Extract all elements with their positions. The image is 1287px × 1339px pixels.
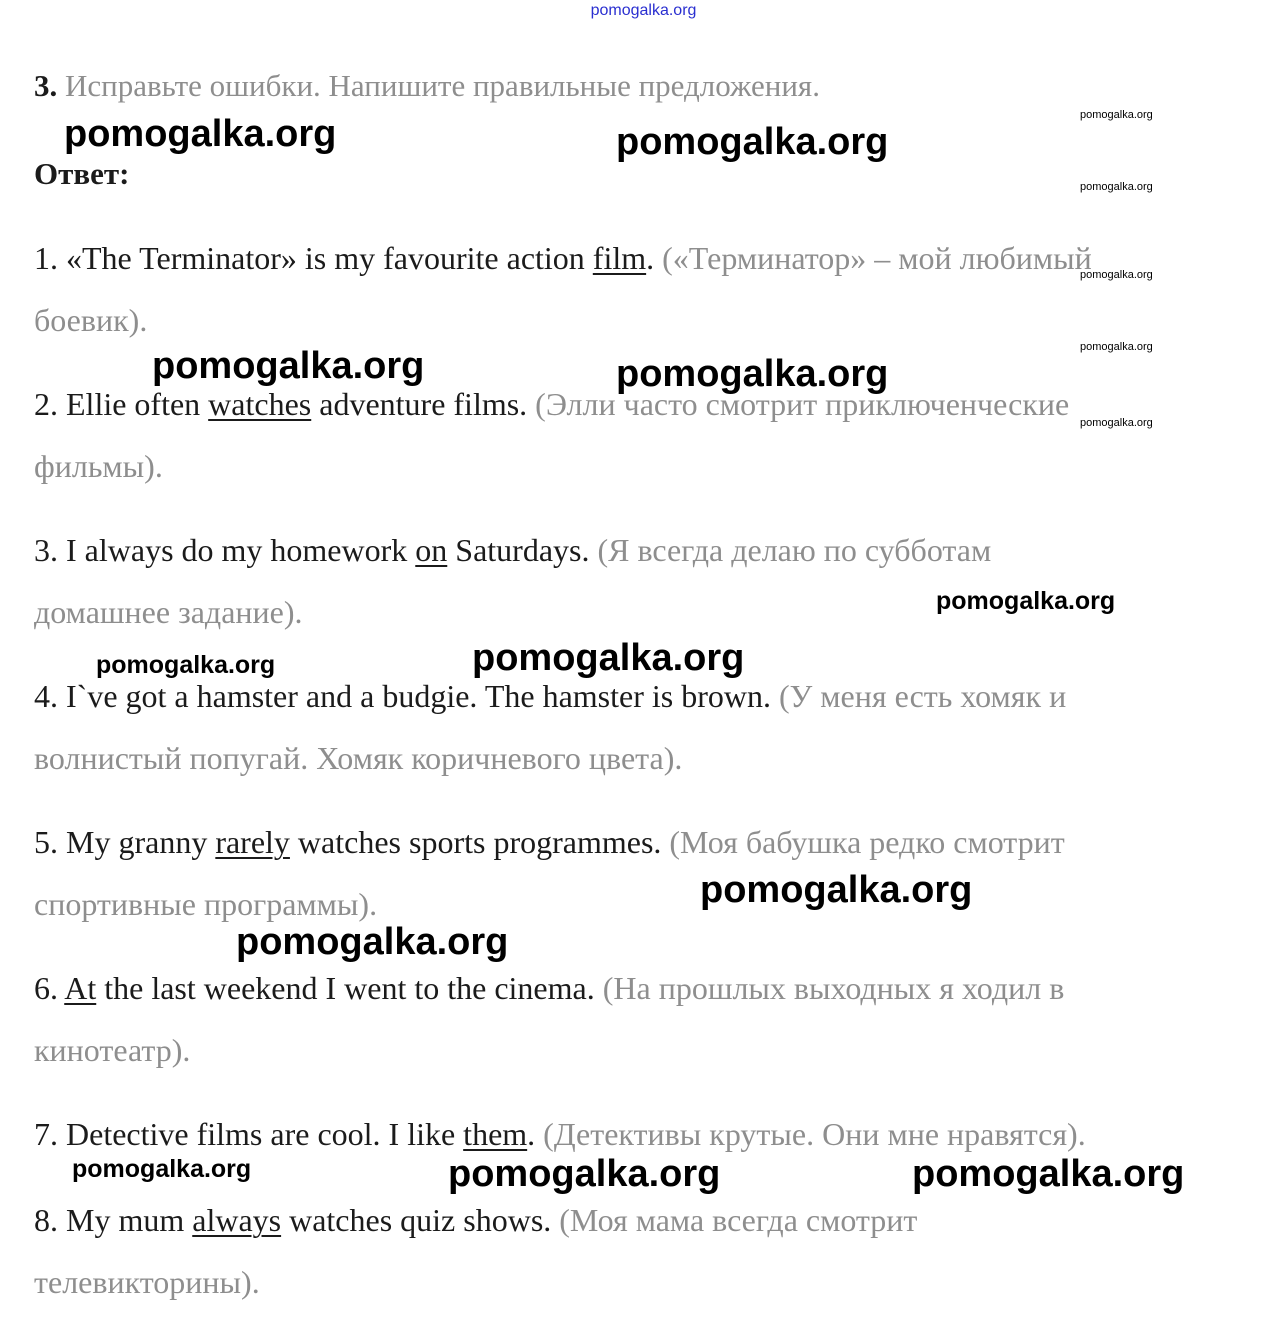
translation: (Детективы крутые. Они мне нравятся).	[543, 1116, 1086, 1152]
sentence-text-end: Saturdays.	[447, 532, 590, 568]
sentence-text: My mum	[66, 1202, 193, 1238]
watermark: pomogalka.org	[472, 637, 745, 679]
watermark: pomogalka.org	[1080, 341, 1153, 353]
sentence-2-line	[34, 384, 1069, 424]
task-instruction: Исправьте ошибки. Напишите правильные предложения.	[65, 68, 820, 103]
watermark: pomogalka.org	[64, 113, 337, 155]
translation: (Моя бабушка редко смотрит	[669, 824, 1065, 860]
task-heading	[34, 66, 820, 106]
watermark: pomogalka.org	[912, 1153, 1185, 1195]
sentence-2-translation-cont: фильмы).	[34, 448, 163, 484]
sentence-text: «The Terminator» is my favourite action	[66, 240, 593, 276]
sentence-4-translation-cont: волнистый попугай. Хомяк коричневого цвета).	[34, 740, 683, 776]
watermark: pomogalka.org	[700, 869, 973, 911]
sentence-number: 4.	[34, 678, 58, 714]
translation: (У меня есть хомяк и	[778, 678, 1067, 714]
watermark: pomogalka.org	[448, 1153, 721, 1195]
sentence-5-translation-cont: спортивные программы).	[34, 886, 378, 922]
watermark: pomogalka.org	[1080, 181, 1153, 193]
sentence-1-line	[34, 238, 1092, 278]
watermark: pomogalka.org	[616, 121, 889, 163]
watermark: pomogalka.org	[616, 353, 889, 395]
sentence-text: I`ve got a hamster and a budgie. The hamster is brown.	[66, 678, 771, 714]
watermark: pomogalka.org	[96, 651, 276, 679]
sentence-text-end: the last weekend I went to the cinema.	[96, 970, 595, 1006]
watermark: pomogalka.org	[1080, 417, 1153, 429]
corrected-word: At	[64, 970, 97, 1006]
watermark: pomogalka.org	[936, 587, 1116, 615]
sentence-3-translation-cont: домашнее задание).	[34, 594, 303, 630]
corrected-word: on	[415, 532, 448, 568]
sentence-text: I always do my homework	[66, 532, 416, 568]
sentence-number: 7.	[34, 1116, 58, 1152]
translation: (Моя мама всегда смотрит	[559, 1202, 918, 1238]
watermark: pomogalka.org	[152, 345, 425, 387]
sentence-3-line	[34, 530, 991, 570]
corrected-word: them	[463, 1116, 528, 1152]
sentence-7-line	[34, 1114, 1086, 1154]
sentence-text: Ellie often	[66, 386, 209, 422]
watermark: pomogalka.org	[1080, 109, 1153, 121]
sentence-text-end: adventure films.	[311, 386, 528, 422]
sentence-4-line	[34, 676, 1066, 716]
corrected-word: rarely	[215, 824, 290, 860]
task-number: 3.	[34, 68, 58, 103]
sentence-number: 2.	[34, 386, 58, 422]
sentence-6-translation-cont: кинотеатр).	[34, 1032, 191, 1068]
sentence-text-end: .	[527, 1116, 536, 1152]
sentence-6-line	[34, 968, 1064, 1008]
site-header-watermark: pomogalka.org	[590, 2, 697, 19]
sentence-text-end: watches sports programmes.	[289, 824, 662, 860]
translation: («Терминатор» – мой любимый	[662, 240, 1092, 276]
watermark: pomogalka.org	[236, 921, 509, 963]
sentence-1-translation-cont: боевик).	[34, 302, 148, 338]
sentence-number: 6.	[34, 970, 58, 1006]
sentence-text-end: .	[646, 240, 655, 276]
watermark: pomogalka.org	[72, 1155, 252, 1183]
translation: (Я всегда делаю по субботам	[597, 532, 992, 568]
translation: (Элли часто смотрит приключенческие	[535, 386, 1070, 422]
sentence-5-line	[34, 822, 1065, 862]
corrected-word: film	[592, 240, 647, 276]
sentence-number: 8.	[34, 1202, 58, 1238]
sentence-number: 1.	[34, 240, 58, 276]
sentence-number: 3.	[34, 532, 58, 568]
sentence-text: Detective films are cool. I like	[66, 1116, 464, 1152]
sentence-8-translation-cont: телевикторины).	[34, 1264, 260, 1300]
corrected-word: always	[192, 1202, 282, 1238]
sentence-8-line	[34, 1200, 917, 1240]
sentence-text: My granny	[66, 824, 216, 860]
watermark: pomogalka.org	[1080, 269, 1153, 281]
translation: (На прошлых выходных я ходил в	[602, 970, 1065, 1006]
sentence-number: 5.	[34, 824, 58, 860]
sentence-text-end: watches quiz shows.	[281, 1202, 552, 1238]
answer-label: Ответ:	[34, 156, 130, 191]
corrected-word: watches	[208, 386, 312, 422]
